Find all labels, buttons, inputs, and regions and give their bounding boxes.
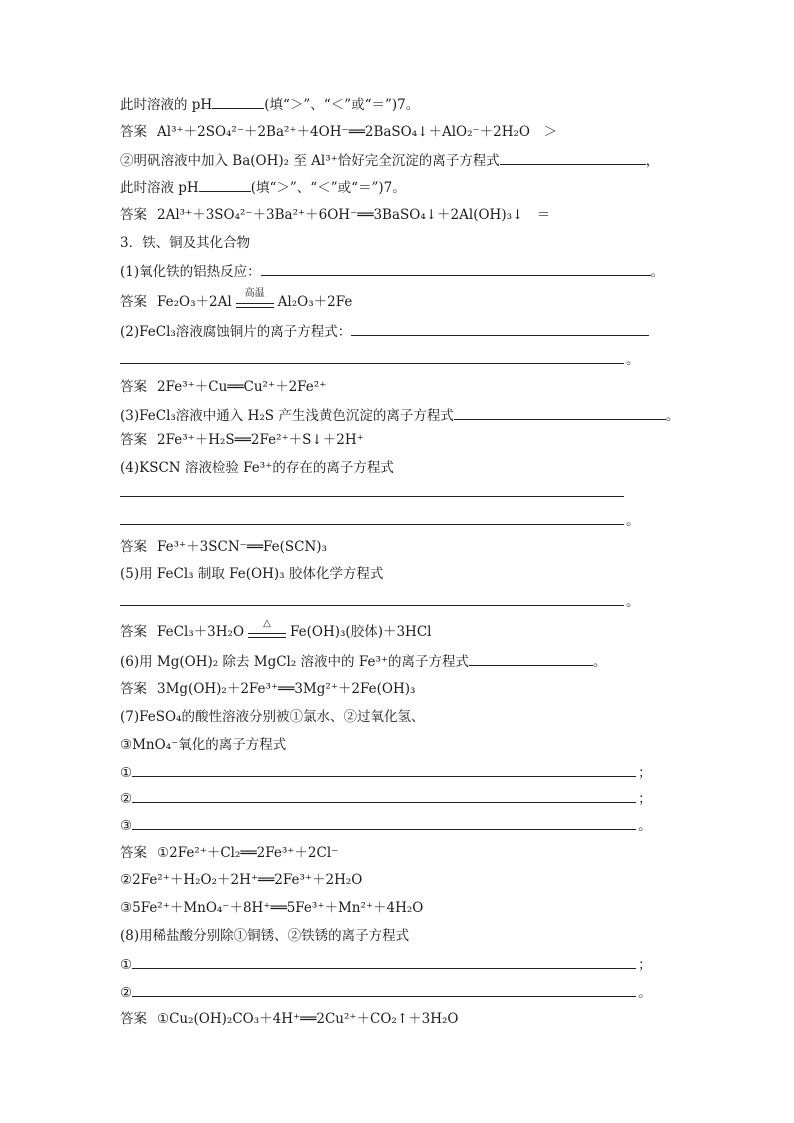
answer-label: 答案	[120, 294, 147, 310]
answer-line	[120, 844, 338, 862]
question-text: 。	[626, 594, 640, 610]
answer-equation: Al³⁺＋2SO₄²⁻＋2Ba²⁺＋4OH⁻══2BaSO₄↓＋AlO₂⁻＋2H₂O ＞	[157, 124, 557, 140]
question-text: (5)用 FeCl₃ 制取 Fe(OH)₃ 胶体化学方程式	[120, 566, 384, 582]
question-line	[120, 151, 659, 169]
answer-line	[120, 378, 326, 396]
question-text: 。	[626, 513, 640, 529]
question-line	[120, 95, 419, 113]
answer-blank[interactable]	[132, 955, 636, 969]
answer-label: 答案	[120, 539, 147, 555]
question-line	[120, 763, 652, 781]
question-text: (7)FeSO₄的酸性溶液分别被①氯水、②过氧化氢、	[120, 709, 425, 725]
question-text: ②明矾溶液中加入 Ba(OH)₂ 至 Al³⁺恰好完全沉淀的离子方程式	[120, 153, 500, 169]
answer-blank[interactable]	[454, 406, 666, 420]
question-text: 。	[638, 985, 652, 1001]
answer-label: 答案	[120, 379, 147, 395]
answer-line	[120, 287, 353, 311]
answer-blank[interactable]	[120, 592, 624, 606]
question-line	[120, 262, 664, 280]
answer-line	[120, 123, 557, 141]
answer-equation: ①Cu₂(OH)₂CO₃＋4H⁺══2Cu²⁺＋CO₂↑＋3H₂O	[157, 1011, 459, 1027]
answer-label: 答案	[120, 432, 147, 448]
question-line	[120, 565, 383, 583]
question-text: ③MnO₄⁻氧化的离子方程式	[120, 737, 287, 753]
question-line	[120, 955, 652, 973]
answer-label: 答案	[120, 124, 147, 140]
question-line	[120, 592, 640, 610]
answer-line	[120, 899, 423, 917]
answer-equation: ③5Fe²⁺＋MnO₄⁻＋8H⁺══5Fe³⁺＋Mn²⁺＋4H₂O	[120, 900, 424, 916]
question-text: (6)用 Mg(OH)₂ 除去 MgCl₂ 溶液中的 Fe³⁺的离子方程式	[120, 654, 470, 670]
answer-blank[interactable]	[132, 816, 636, 830]
question-text: (1)氧化铁的铝热反应：	[120, 264, 261, 280]
question-line	[120, 322, 649, 340]
answer-blank[interactable]	[120, 350, 624, 364]
question-line	[120, 652, 607, 670]
question-text: ，	[645, 153, 660, 169]
answer-equation: ②2Fe²⁺＋H₂O₂＋2H⁺══2Fe³⁺＋2H₂O	[120, 872, 363, 888]
question-line	[120, 983, 652, 1001]
question-text: (2)FeCl₃溶液腐蚀铜片的离子方程式：	[120, 324, 352, 340]
section-heading	[120, 234, 250, 252]
answer-label: 答案	[120, 681, 147, 697]
question-line	[120, 816, 652, 834]
answer-blank[interactable]	[120, 496, 624, 497]
answer-equation: FeCl₃＋3H₂O	[157, 624, 245, 640]
answer-blank[interactable]	[500, 151, 646, 165]
answer-line	[120, 538, 327, 556]
question-text: 此时溶液 pH	[120, 180, 199, 196]
question-text: 。	[638, 818, 652, 834]
question-text: ①	[120, 765, 133, 781]
answer-blank[interactable]	[120, 511, 624, 525]
question-text: 。	[626, 352, 640, 368]
answer-equation: Fe₂O₃＋2Al	[157, 294, 232, 310]
question-text: (4)KSCN 溶液检验 Fe³⁺的存在的离子方程式	[120, 460, 394, 476]
answer-equation: Fe³⁺＋3SCN⁻══Fe(SCN)₃	[157, 539, 327, 555]
answer-equation: 2Fe³⁺＋Cu══Cu²⁺＋2Fe²⁺	[157, 379, 327, 395]
answer-equation: ①2Fe²⁺＋Cl₂══2Fe³⁺＋2Cl⁻	[157, 845, 339, 861]
question-line	[120, 927, 409, 945]
answer-equation: Al₂O₃＋2Fe	[277, 294, 353, 310]
question-text: ②	[120, 791, 133, 807]
question-text: 。	[650, 264, 665, 280]
reaction-condition-arrow	[232, 287, 278, 312]
answer-blank[interactable]	[261, 262, 651, 276]
answer-line	[120, 206, 550, 224]
answer-blank[interactable]	[351, 322, 649, 336]
question-text: (填“＞”、“＜”或“＝”)7。	[264, 97, 420, 113]
answer-line	[120, 431, 364, 449]
answer-equation: 2Al³⁺＋3SO₄²⁻＋3Ba²⁺＋6OH⁻══3BaSO₄↓＋2Al(OH)₃↓ ＝	[157, 207, 551, 223]
question-text: (填“＞”、“＜”或“＝”)7。	[250, 180, 406, 196]
answer-label: 答案	[120, 1011, 147, 1027]
answer-equation: 2Fe³⁺＋H₂S══2Fe²⁺＋S↓＋2H⁺	[157, 432, 364, 448]
answer-line	[120, 680, 415, 698]
question-line	[120, 406, 679, 424]
question-text: ；	[638, 957, 652, 973]
reaction-condition-arrow	[244, 617, 290, 642]
question-text: ；	[638, 791, 652, 807]
question-line	[120, 178, 406, 196]
answer-label: 答案	[120, 845, 147, 861]
question-text: (3)FeCl₃溶液中通入 H₂S 产生浅黄色沉淀的离子方程式	[120, 408, 454, 424]
question-text: ；	[638, 765, 652, 781]
answer-line	[120, 871, 362, 889]
question-line	[120, 350, 640, 368]
question-line	[120, 511, 640, 529]
question-text: 此时溶液的 pH	[120, 97, 213, 113]
answer-label: 答案	[120, 624, 147, 640]
condition-label: △	[263, 617, 271, 629]
answer-line	[120, 1010, 459, 1028]
question-text: (8)用稀盐酸分别除①铜锈、②铁锈的离子方程式	[120, 928, 410, 944]
section-title: 3．铁、铜及其化合物	[120, 235, 251, 251]
question-text: ②	[120, 985, 133, 1001]
question-line	[120, 789, 652, 807]
question-line	[120, 708, 424, 726]
answer-equation: 3Mg(OH)₂＋2Fe³⁺══3Mg²⁺＋2Fe(OH)₃	[157, 681, 416, 697]
question-text: ③	[120, 818, 133, 834]
question-text: 。	[593, 654, 607, 670]
answer-blank[interactable]	[469, 652, 593, 666]
answer-blank[interactable]	[132, 763, 636, 777]
question-line	[120, 736, 286, 754]
question-text: ①	[120, 957, 133, 973]
answer-blank[interactable]	[132, 789, 636, 803]
condition-label: 高温	[244, 287, 265, 299]
question-text: 。	[665, 408, 680, 424]
answer-blank[interactable]	[132, 983, 636, 997]
question-line	[120, 459, 394, 477]
answer-blank[interactable]	[212, 95, 264, 109]
answer-equation: Fe(OH)₃(胶体)＋3HCl	[290, 624, 432, 640]
answer-line	[120, 617, 432, 641]
answer-label: 答案	[120, 207, 147, 223]
answer-blank[interactable]	[199, 178, 251, 192]
